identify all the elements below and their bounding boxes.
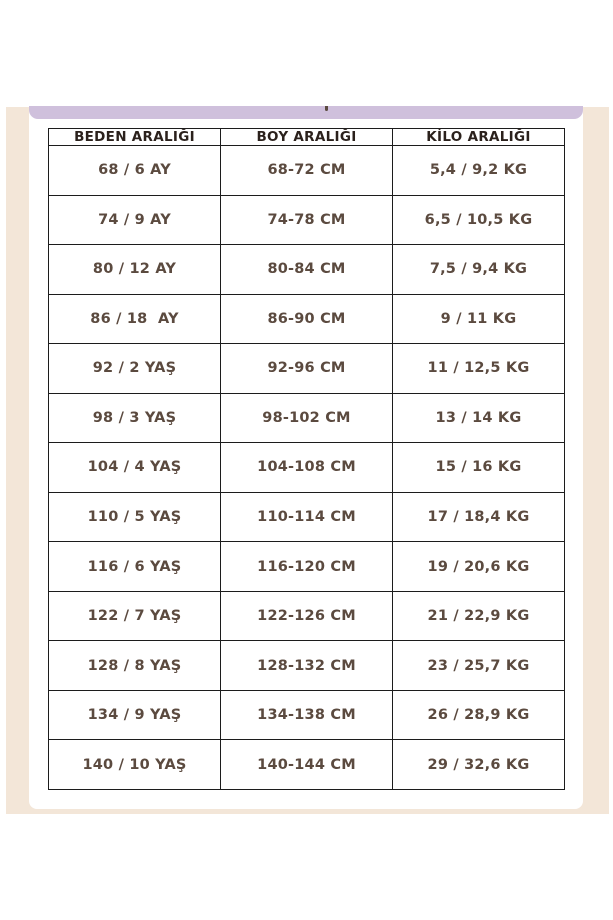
height-cell: 104-108 CM	[221, 443, 393, 493]
height-cell: 86-90 CM	[221, 294, 393, 344]
size-chart-table	[48, 128, 565, 790]
title-fragment	[325, 106, 328, 111]
height-cell: 98-102 CM	[221, 393, 393, 443]
size-cell: 140 / 10 YAŞ	[49, 740, 221, 790]
height-cell: 140-144 CM	[221, 740, 393, 790]
size-cell: 122 / 7 YAŞ	[49, 591, 221, 641]
size-cell: 92 / 2 YAŞ	[49, 344, 221, 394]
weight-cell: 23 / 25,7 KG	[393, 641, 565, 691]
table-row	[49, 641, 565, 691]
header-weight-range: KİLO ARALIĞI	[393, 129, 565, 146]
title-band	[29, 106, 583, 119]
header-size-range: BEDEN ARALIĞI	[49, 129, 221, 146]
size-cell: 98 / 3 YAŞ	[49, 393, 221, 443]
height-cell: 122-126 CM	[221, 591, 393, 641]
weight-cell: 17 / 18,4 KG	[393, 492, 565, 542]
weight-cell: 29 / 32,6 KG	[393, 740, 565, 790]
size-cell: 80 / 12 AY	[49, 245, 221, 295]
weight-cell: 7,5 / 9,4 KG	[393, 245, 565, 295]
size-cell: 128 / 8 YAŞ	[49, 641, 221, 691]
weight-cell: 21 / 22,9 KG	[393, 591, 565, 641]
table-header-row	[49, 129, 565, 146]
header-height-range: BOY ARALIĞI	[221, 129, 393, 146]
table-row	[49, 542, 565, 592]
height-cell: 134-138 CM	[221, 690, 393, 740]
weight-cell: 19 / 20,6 KG	[393, 542, 565, 592]
table-row	[49, 245, 565, 295]
table-row	[49, 443, 565, 493]
size-cell: 134 / 9 YAŞ	[49, 690, 221, 740]
table-row	[49, 492, 565, 542]
table-row	[49, 195, 565, 245]
table-row	[49, 591, 565, 641]
height-cell: 74-78 CM	[221, 195, 393, 245]
weight-cell: 6,5 / 10,5 KG	[393, 195, 565, 245]
size-cell: 68 / 6 AY	[49, 146, 221, 196]
size-cell: 104 / 4 YAŞ	[49, 443, 221, 493]
height-cell: 68-72 CM	[221, 146, 393, 196]
height-cell: 110-114 CM	[221, 492, 393, 542]
weight-cell: 13 / 14 KG	[393, 393, 565, 443]
size-cell: 74 / 9 AY	[49, 195, 221, 245]
table-row	[49, 393, 565, 443]
size-cell: 110 / 5 YAŞ	[49, 492, 221, 542]
table-row	[49, 690, 565, 740]
weight-cell: 15 / 16 KG	[393, 443, 565, 493]
weight-cell: 11 / 12,5 KG	[393, 344, 565, 394]
weight-cell: 5,4 / 9,2 KG	[393, 146, 565, 196]
table-row	[49, 146, 565, 196]
table-row	[49, 344, 565, 394]
height-cell: 128-132 CM	[221, 641, 393, 691]
size-cell: 116 / 6 YAŞ	[49, 542, 221, 592]
weight-cell: 9 / 11 KG	[393, 294, 565, 344]
height-cell: 80-84 CM	[221, 245, 393, 295]
table-row	[49, 740, 565, 790]
height-cell: 116-120 CM	[221, 542, 393, 592]
size-cell: 86 / 18 AY	[49, 294, 221, 344]
table-row	[49, 294, 565, 344]
height-cell: 92-96 CM	[221, 344, 393, 394]
weight-cell: 26 / 28,9 KG	[393, 690, 565, 740]
